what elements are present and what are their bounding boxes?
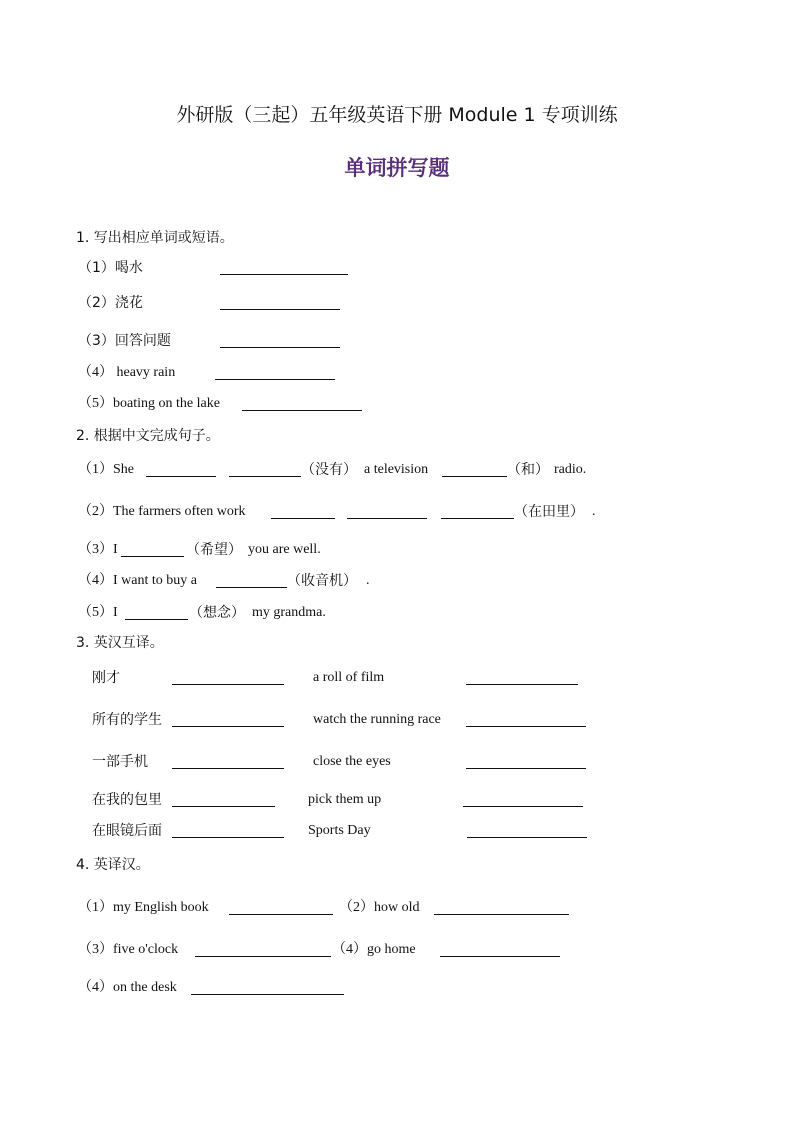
s4-item-3-label: （3）five o'clock [78,942,179,957]
s2-item-3-blank-1[interactable] [121,542,184,557]
s3-left-4-label: 在我的包里 [92,792,162,808]
s3-right-2-label: watch the running race [313,712,441,727]
s3-left-2-blank[interactable] [172,712,284,727]
s2-item-2-text: （2）The farmers often work [78,504,246,519]
s4-item-2-blank[interactable] [434,900,569,915]
s3-left-5-blank[interactable] [172,823,284,838]
s2-item-5-text: （5）I [78,605,118,620]
s2-item-2-hint-1: （在田里） [514,504,584,520]
s2-item-5-blank-1[interactable] [125,605,188,620]
s1-item-2-blank[interactable] [220,295,340,310]
s2-item-2-text-2: . [592,504,596,519]
s3-left-5-label: 在眼镜后面 [92,823,162,839]
s3-right-1-blank[interactable] [466,670,578,685]
s1-item-1-label: （1）喝水 [78,260,143,276]
s4-item-3-blank[interactable] [195,942,331,957]
s2-item-1-hint-2: （和） [507,462,549,478]
s4-item-2-label: （2）how old [339,900,420,915]
s3-left-1-blank[interactable] [172,670,284,685]
s1-item-1-blank[interactable] [220,260,348,275]
s3-right-4-label: pick them up [308,792,382,807]
s3-right-4-blank[interactable] [463,792,583,807]
s4-item-1-blank[interactable] [229,900,333,915]
document-subtitle: 单词拼写题 [344,156,450,180]
s2-item-5-hint-1: （想念） [189,605,245,621]
document-title: 外研版（三起）五年级英语下册 Module 1 专项训练 [176,104,618,126]
s3-left-2-label: 所有的学生 [92,712,162,728]
s1-item-5-label: （5）boating on the lake [78,396,220,411]
s4-item-5-label: （4）on the desk [78,980,177,995]
section1-heading: 1. 写出相应单词或短语。 [76,230,234,246]
s2-item-2-blank-2[interactable] [347,504,427,519]
s3-right-1-label: a roll of film [313,670,385,685]
section3-heading: 3. 英汉互译。 [76,635,164,651]
s1-item-4-label: （4） heavy rain [78,365,176,380]
s1-item-3-blank[interactable] [220,333,340,348]
s2-item-2-blank-3[interactable] [441,504,514,519]
s4-item-4-blank[interactable] [440,942,560,957]
section4-heading: 4. 英译汉。 [76,857,150,873]
s3-right-3-blank[interactable] [466,754,586,769]
s1-item-2-label: （2）浇花 [78,295,143,311]
section2-heading: 2. 根据中文完成句子。 [76,428,220,444]
s2-item-1-text-3: radio. [554,462,587,477]
s2-item-1-blank-1[interactable] [146,462,216,477]
s2-item-1-text-2: a television [364,462,429,477]
s3-right-5-blank[interactable] [467,823,587,838]
s2-item-4-text-2: . [366,573,370,588]
s1-item-4-blank[interactable] [215,365,335,380]
s3-right-5-label: Sports Day [308,823,371,838]
s3-left-3-label: 一部手机 [92,754,148,770]
s2-item-4-text: （4）I want to buy a [78,573,197,588]
s2-item-3-text-2: you are well. [248,542,321,557]
s2-item-3-hint-1: （希望） [186,542,242,558]
s2-item-1-text: （1）She [78,462,134,477]
s2-item-4-blank-1[interactable] [216,573,287,588]
s1-item-3-label: （3）回答问题 [78,333,171,349]
s4-item-1-label: （1）my English book [78,900,209,915]
s1-item-5-blank[interactable] [242,396,362,411]
s3-left-4-blank[interactable] [172,792,275,807]
s2-item-2-blank-1[interactable] [271,504,335,519]
s3-left-3-blank[interactable] [172,754,284,769]
s2-item-4-hint-1: （收音机） [287,573,357,589]
s3-left-1-label: 刚才 [92,670,120,686]
s2-item-1-hint-1: （没有） [301,462,357,478]
s4-item-5-blank[interactable] [191,980,344,995]
s3-right-2-blank[interactable] [466,712,586,727]
s2-item-1-blank-2[interactable] [229,462,301,477]
s2-item-5-text-2: my grandma. [252,605,326,620]
s2-item-3-text: （3）I [78,542,118,557]
s3-right-3-label: close the eyes [313,754,391,769]
s2-item-1-blank-3[interactable] [442,462,507,477]
s4-item-4-label: （4）go home [332,942,416,957]
